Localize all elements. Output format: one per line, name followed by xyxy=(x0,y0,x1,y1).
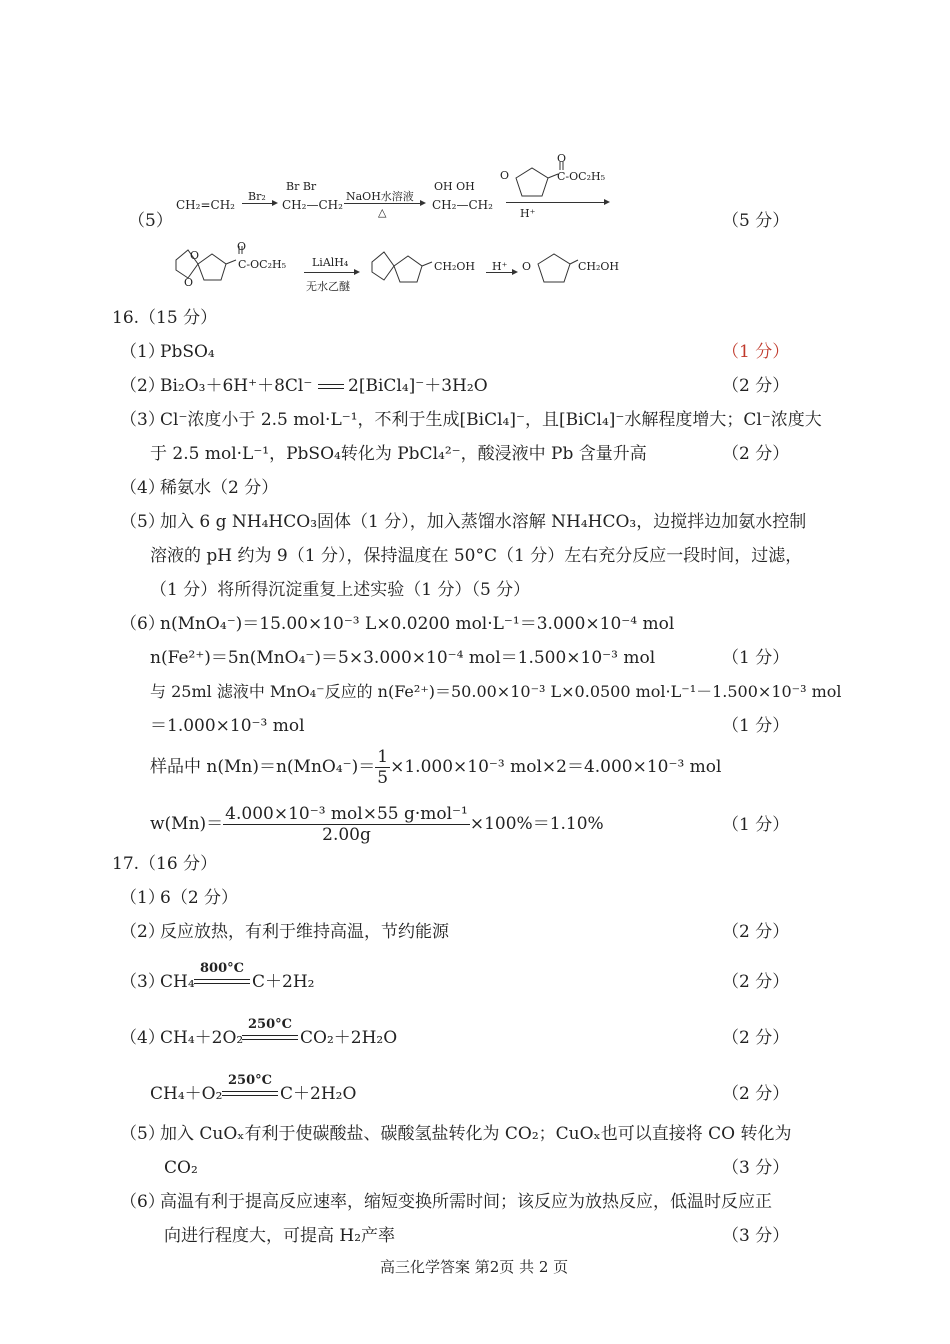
ketal-o-top: O xyxy=(190,249,200,262)
reagent-br2: Br₂ xyxy=(248,190,266,203)
q17-p5-line2: CO₂ xyxy=(164,1158,198,1178)
q16-p5-line2: 溶液的 pH 约为 9（1 分），保持温度在 50°C（1 分）左右充分反应一段时间，过滤， xyxy=(150,546,803,566)
dibromoethane: CH₂—CH₂ xyxy=(282,198,343,212)
q16-p2-label: （2） xyxy=(120,376,165,396)
q16-p6-line4-score: （1 分） xyxy=(722,716,790,736)
q16-p6-line5-a: 样品中 n(Mn)＝n(MnO₄⁻)＝ xyxy=(150,757,376,777)
br-substituents: Br Br xyxy=(286,180,317,193)
q17-p5-line1: 加入 CuOₓ有利于使碳酸盐、碳酸氢盐转化为 CO₂；CuOₓ也可以直接将 CO 转化为 xyxy=(160,1124,792,1144)
fraction-mass-denominator: 2.00g xyxy=(322,825,371,845)
ketal-o-bottom: O xyxy=(184,276,194,289)
ester-carbonyl-o-2: O xyxy=(237,240,247,253)
q17-p3-label: （3） xyxy=(120,972,165,992)
acid-catalyst-1: H⁺ xyxy=(520,207,536,220)
q16-p2-score: （2 分） xyxy=(722,376,790,396)
fraction-mass xyxy=(223,804,470,845)
q16-p6-line1: n(MnO₄⁻)＝15.00×10⁻³ L×0.0200 mol·L⁻¹＝3.000×10⁻⁴ mol xyxy=(160,614,675,634)
ketal-alcohol-structure xyxy=(364,242,444,292)
q17-p5-label: （5） xyxy=(120,1124,165,1144)
q16-p6-line2: n(Fe²⁺)＝5n(MnO₄⁻)＝5×3.000×10⁻⁴ mol＝1.500×10⁻³ mol xyxy=(150,648,656,668)
q16-p1-text: PbSO₄ xyxy=(160,342,215,362)
q16-p5-line3: （1 分）将所得沉淀重复上述实验（1 分）（5 分） xyxy=(150,580,531,600)
q16-p6-line6-a: w(Mn)＝ xyxy=(150,814,224,834)
q17-p2-label: （2） xyxy=(120,922,165,942)
q17-p3-right: C＋2H₂ xyxy=(252,972,315,992)
q17-p3-equals xyxy=(194,979,250,984)
ethylene: CH₂=CH₂ xyxy=(176,198,235,212)
fraction-one-fifth xyxy=(375,747,390,788)
q17-p2-text: 反应放热，有利于维持高温，节约能源 xyxy=(160,922,449,942)
q17-p4a-right: CO₂＋2H₂O xyxy=(300,1028,398,1048)
q16-p2-right: 2[BiCl₄]⁻＋3H₂O xyxy=(348,376,488,396)
page-footer: 高三化学答案 第2页 共 2 页 xyxy=(380,1258,569,1276)
q17-p4a-condition: 250°C xyxy=(248,1017,292,1032)
q16-p6-line6-score: （1 分） xyxy=(722,815,790,835)
q16-p4-text: 稀氨水（2 分） xyxy=(160,478,279,498)
q16-p6-line2-score: （1 分） xyxy=(722,648,790,668)
q17-p1-text: 6（2 分） xyxy=(160,888,239,908)
ester-group-2: C-OC₂H₅ xyxy=(238,258,286,271)
q15-part5-label: （5） xyxy=(128,211,173,231)
arrow-1 xyxy=(242,203,276,204)
q16-p3-label: （3） xyxy=(120,410,165,430)
q16-p1-label: （1） xyxy=(120,342,165,362)
ch2oh-1: CH₂OH xyxy=(434,260,476,273)
arrow-4 xyxy=(304,272,358,273)
oh-substituents: OH OH xyxy=(434,180,475,193)
q16-p3-score: （2 分） xyxy=(722,444,790,464)
q16-p6-line5 xyxy=(150,745,721,789)
fraction-denominator: 5 xyxy=(377,768,389,788)
q17-p4b-left: CH₄＋O₂ xyxy=(150,1084,223,1104)
q16-p4-label: （4） xyxy=(120,478,165,498)
ring-ketone-o: O xyxy=(500,169,510,182)
fraction-numerator: 1 xyxy=(377,747,389,767)
q17-p6-line1: 高温有利于提高反应速率，缩短变换所需时间；该反应为放热反应，低温时反应正 xyxy=(160,1192,772,1212)
solvent-ether: 无水乙醚 xyxy=(306,280,350,293)
q16-p1-score: （1 分） xyxy=(722,342,790,362)
heat-sign: △ xyxy=(378,206,387,219)
q17-p4b-right: C＋2H₂O xyxy=(280,1084,357,1104)
q16-p6-line4: ＝1.000×10⁻³ mol xyxy=(150,716,305,736)
q17-p2-score: （2 分） xyxy=(722,922,790,942)
q16-p5-line1: 加入 6 g NH₄HCO₃固体（1 分），加入蒸馏水溶解 NH₄HCO₃，边搅拌边加氨水控制 xyxy=(160,512,807,532)
q17-header: 17.（16 分） xyxy=(112,854,218,874)
q16-p3-line2: 于 2.5 mol·L⁻¹，PbSO₄转化为 PbCl₄²⁻，酸浸液中 Pb 含量升高 xyxy=(150,444,647,464)
q16-p2-equals xyxy=(318,384,344,389)
fraction-mass-numerator: 4.000×10⁻³ mol×55 g·mol⁻¹ xyxy=(225,804,468,824)
q17-p4b-score: （2 分） xyxy=(722,1084,790,1104)
ester-carbonyl-o: O xyxy=(557,152,567,165)
q16-p3-line1: Cl⁻浓度小于 2.5 mol·L⁻¹，不利于生成[BiCl₄]⁻，且[BiCl₄]⁻水解程度增大；Cl⁻浓度大 xyxy=(160,410,822,430)
q16-p6-line3: 与 25ml 滤液中 MnO₄⁻反应的 n(Fe²⁺)＝50.00×10⁻³ L×0.0500 mol·L⁻¹－1.500×10⁻³ mol xyxy=(150,682,842,701)
q16-p5-label: （5） xyxy=(120,512,165,532)
acid-catalyst-2: H⁺ xyxy=(492,260,508,273)
q16-header: 16.（15 分） xyxy=(112,308,218,328)
q17-p6-label: （6） xyxy=(120,1192,165,1212)
q16-p6-line6 xyxy=(150,802,604,846)
ch2oh-2: CH₂OH xyxy=(578,260,620,273)
q17-p3-score: （2 分） xyxy=(722,972,790,992)
q17-p4a-score: （2 分） xyxy=(722,1028,790,1048)
q17-p4-label: （4） xyxy=(120,1028,165,1048)
q17-p1-label: （1） xyxy=(120,888,165,908)
q17-p5-score: （3 分） xyxy=(722,1158,790,1178)
ester-group: C-OC₂H₅ xyxy=(557,170,605,183)
q16-p6-label: （6） xyxy=(120,614,165,634)
q17-p6-line2: 向进行程度大，可提高 H₂产率 xyxy=(164,1226,396,1246)
ethylene-glycol: CH₂—CH₂ xyxy=(432,198,493,212)
q16-p2-left: Bi₂O₃＋6H⁺＋8Cl⁻ xyxy=(160,376,313,396)
q16-p6-line6-b: ×100%＝1.10% xyxy=(469,814,604,834)
q17-p4a-equals xyxy=(242,1035,298,1040)
q15-part5-score: （5 分） xyxy=(722,211,790,231)
arrow-5 xyxy=(486,272,516,273)
q16-p6-line5-b: ×1.000×10⁻³ mol×2＝4.000×10⁻³ mol xyxy=(390,757,722,777)
q17-p3-left: CH₄ xyxy=(160,972,195,992)
q17-p4a-left: CH₄＋2O₂ xyxy=(160,1028,244,1048)
q17-p6-score: （3 分） xyxy=(722,1226,790,1246)
q17-p4b-condition: 250°C xyxy=(228,1073,272,1088)
q17-p4b-equals xyxy=(222,1091,278,1096)
reagent-lialh4: LiAlH₄ xyxy=(312,256,349,269)
q17-p3-condition: 800°C xyxy=(200,961,244,976)
ketone-o: O xyxy=(522,260,532,273)
reagent-naoh: NaOH水溶液 xyxy=(346,190,414,203)
